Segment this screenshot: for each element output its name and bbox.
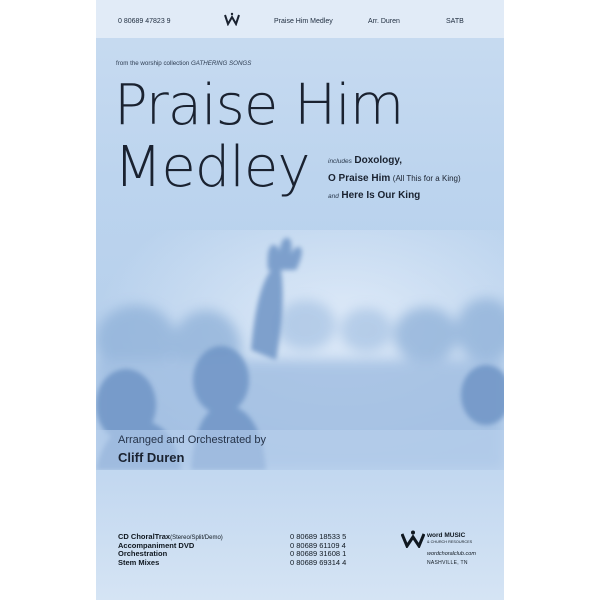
and-label: and	[328, 193, 339, 200]
top-voicing: SATB	[446, 18, 464, 25]
barcode-number: 0 80689 47823 9	[118, 18, 171, 25]
arranger-name: Cliff Duren	[118, 450, 185, 465]
publisher-url: wordchoralclub.com	[427, 551, 476, 557]
top-title: Praise Him Medley	[274, 18, 333, 25]
title-line-1: Praise Him	[114, 73, 404, 138]
product-name: Orchestration	[118, 549, 168, 559]
product-row	[118, 559, 358, 568]
collection-line	[116, 60, 251, 67]
top-arranger: Arr. Duren	[368, 18, 400, 25]
collection-name: GATHERING SONGS	[190, 60, 252, 67]
song-3: Here Is Our King	[341, 190, 421, 201]
product-code: 0 80689 31608 1	[290, 549, 347, 559]
includes-label: includes	[328, 158, 352, 165]
product-list	[118, 533, 358, 568]
song-1: Doxology,	[354, 155, 402, 166]
song-2: O Praise Him	[328, 173, 391, 184]
arranged-by-label: Arranged and Orchestrated by	[118, 434, 266, 446]
product-name: CD ChoralTrax	[118, 532, 171, 541]
product-subtitle: (Stereo/Split/Demo)	[170, 535, 223, 541]
product-code: 0 80689 61109 4	[290, 540, 346, 550]
product-code: 0 80689 69314 4	[290, 558, 347, 568]
song-2-subtitle: (All This for a King)	[392, 174, 461, 183]
publisher-subtitle: & CHURCH RESOURCES	[427, 540, 473, 544]
product-code: 0 80689 18533 5	[290, 532, 347, 541]
title-line-2: Medley	[114, 135, 310, 200]
word-logo-icon	[224, 12, 240, 26]
included-songs	[328, 152, 461, 205]
product-name: Accompaniment DVD	[118, 540, 195, 550]
product-name: Stem Mixes	[118, 558, 160, 568]
publisher-block	[401, 526, 501, 586]
publisher-city: NASHVILLE, TN	[427, 560, 468, 566]
publisher-name: word MUSIC	[427, 532, 466, 539]
word-music-logo-icon	[401, 530, 425, 548]
collection-prefix: from the worship collection	[116, 60, 191, 67]
top-info-bar	[96, 0, 504, 38]
sheet-music-cover	[96, 0, 504, 600]
